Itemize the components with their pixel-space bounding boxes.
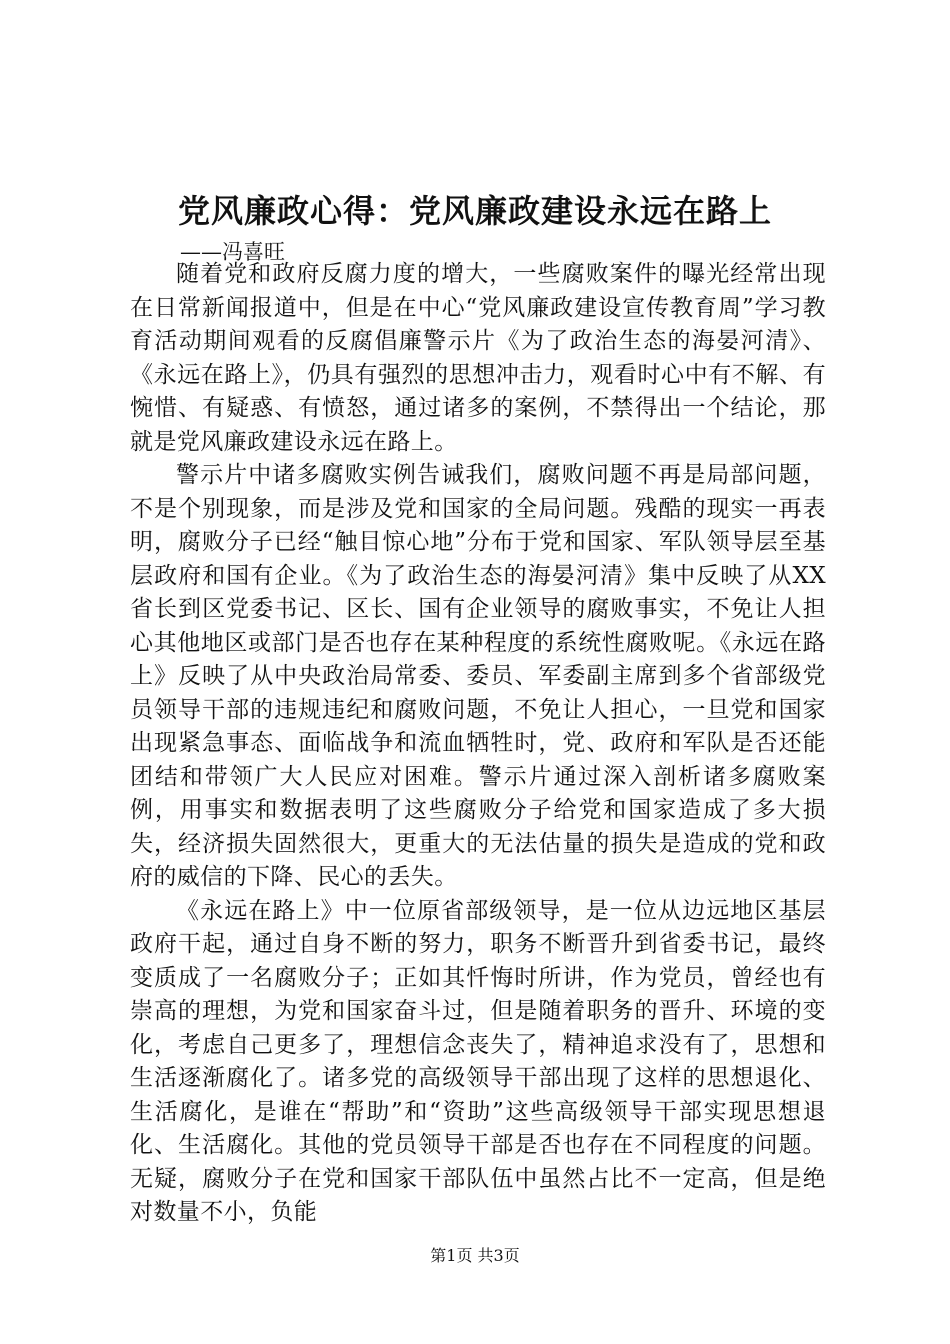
page-footer: 第1页 共3页 xyxy=(430,1246,520,1265)
paragraph: 随着党和政府反腐力度的增大，一些腐败案件的曝光经常出现在日常新闻报道中，但是在中心“党风廉政建设宣传教育周”学习教育活动期间观看的反腐倡廉警示片《为了政治生态的海晏河清》、《永远在路上》，仍具有强烈的思想冲击力，观看时心中有不解、有惋惜、有疑惑、有愤怒，通过诸多的案例，不禁得出一个结论，那就是党风廉政建设永远在路上。 xyxy=(130,261,826,455)
paragraph: 《永远在路上》中一位原省部级领导，是一位从边远地区基层政府干起，通过自身不断的努力，职务不断晋升到省委书记，最终变质成了一名腐败分子；正如其忏悔时所讲，作为党员，曾经也有崇高的理想，为党和国家奋斗过，但是随着职务的晋升、环境的变化，考虑自己更多了，理想信念丧失了，精神追求没有了，思想和生活逐渐腐化了。诸多党的高级领导干部出现了这样的思想退化、生活腐化，是谁在“帮助”和“资助”这些高级领导干部实现思想退化、生活腐化。其他的党员领导干部是否也存在不同程度的问题。无疑，腐败分子在党和国家干部队伍中虽然占比不一定高，但是绝对数量不小，负能 xyxy=(130,897,826,1225)
document-body xyxy=(130,258,826,1230)
document-author: ——冯喜旺 xyxy=(180,240,285,264)
paragraph: 警示片中诸多腐败实例告诫我们，腐败问题不再是局部问题，不是个别现象，而是涉及党和国家的全局问题。残酷的现实一再表明，腐败分子已经“触目惊心地”分布于党和国家、军队领导层至基层政府和国有企业。《为了政治生态的海晏河清》集中反映了从XX省长到区党委书记、区长、国有企业领导的腐败事实，不免让人担心其他地区或部门是否也存在某种程度的系统性腐败呢。《永远在路上》反映了从中央政治局常委、委员、军委副主席到多个省部级党员领导干部的违规违纪和腐败问题，不免让人担心，一旦党和国家出现紧急事态、面临战争和流血牺牲时，党、政府和军队是否还能团结和带领广大人民应对困难。警示片通过深入剖析诸多腐败案例，用事实和数据表明了这些腐败分子给党和国家造成了多大损失，经济损失固然很大，更重大的无法估量的损失是造成的党和政府的威信的下降、民心的丢失。 xyxy=(130,462,826,890)
document-title: 党风廉政心得：党风廉政建设永远在路上 xyxy=(177,192,772,230)
